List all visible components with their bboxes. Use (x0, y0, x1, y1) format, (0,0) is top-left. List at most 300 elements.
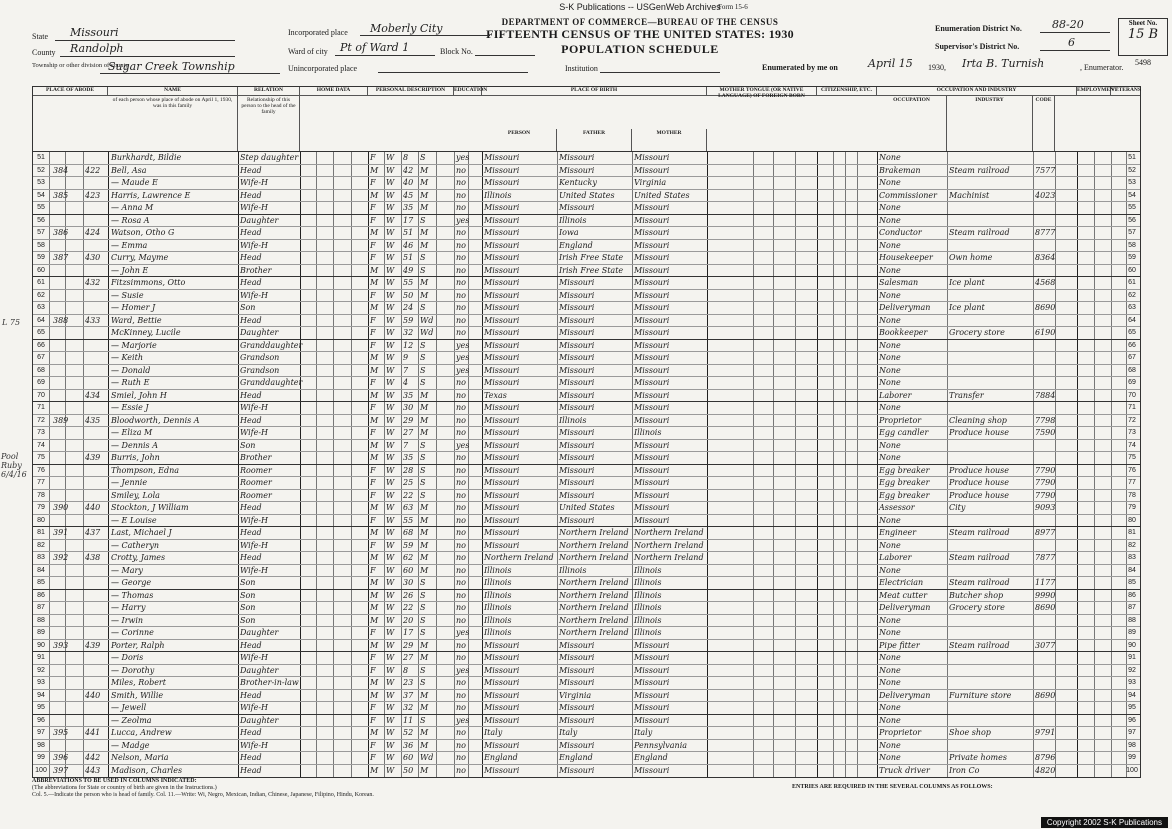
person-name: — Donald (111, 365, 151, 375)
table-row (33, 726, 1140, 738)
person-name: Stockton, J William (111, 503, 189, 512)
relationship: Wife-H (240, 290, 269, 300)
industry: Cleaning shop (949, 415, 1007, 425)
age: 60 (403, 753, 414, 762)
relationship: Wife-H (240, 740, 269, 750)
sex: M (370, 440, 379, 450)
birthplace-mother: Missouri (634, 315, 670, 325)
table-row (33, 264, 1140, 276)
sex: F (370, 178, 376, 187)
line-number-right: 70 (1128, 391, 1136, 399)
birthplace-father: Missouri (559, 478, 595, 487)
birthplace-person: Missouri (484, 428, 520, 437)
occupation-code: 8690 (1035, 690, 1056, 700)
birthplace-father: Missouri (559, 303, 595, 312)
industry: Steam railroad (949, 640, 1010, 650)
occupation: None (879, 715, 901, 725)
birthplace-mother: Northern Ireland (634, 540, 704, 550)
line-number-right: 54 (1128, 191, 1136, 199)
occupation: None (879, 178, 901, 187)
birthplace-mother: Illinois (634, 603, 662, 612)
school-attendance: no (456, 453, 466, 462)
marital-status: S (420, 578, 426, 587)
industry: Furniture store (949, 690, 1012, 700)
occupation-code: 9990 (1035, 590, 1056, 600)
marital-status: M (420, 503, 429, 512)
school-attendance: yes (456, 365, 470, 375)
person-name: — Rosa A (111, 215, 150, 225)
marital-status: S (420, 715, 426, 725)
race: W (386, 290, 395, 300)
person-name: — Thomas (111, 590, 154, 600)
birthplace-person: Missouri (484, 665, 520, 675)
occupation: Egg breaker (879, 490, 930, 500)
line-number-right: 89 (1128, 629, 1136, 636)
occupation: None (879, 153, 901, 162)
group-name: NAME (108, 87, 238, 96)
dwelling-number (53, 265, 81, 277)
line-number: 72 (37, 416, 45, 424)
industry (949, 740, 1033, 752)
relationship: Brother-in-law (240, 678, 299, 687)
occupation-code: 6190 (1035, 328, 1056, 337)
person-name: Bell, Asa (111, 165, 147, 175)
birthplace-father: Irish Free State (559, 265, 624, 275)
table-row (33, 314, 1140, 326)
line-number-right: 64 (1128, 316, 1136, 324)
birthplace-mother: Northern Ireland (634, 528, 704, 537)
family-number (85, 677, 107, 689)
table-row (33, 376, 1140, 388)
birthplace-mother: Missouri (634, 690, 670, 700)
institution-label: Institution (565, 64, 598, 73)
age: 46 (403, 240, 414, 250)
line-number: 77 (37, 479, 45, 486)
line-number-right: 61 (1128, 279, 1136, 286)
abbrev-note: (The abbreviations for State or country of birth are given in the Instructions.) (32, 785, 217, 791)
birthplace-person: Texas (484, 390, 507, 400)
group-personal: PERSONAL DESCRIPTION (368, 87, 454, 96)
family-number (85, 740, 107, 752)
birthplace-person: Missouri (484, 690, 520, 700)
birthplace-person: Missouri (484, 740, 520, 750)
dwelling-number (53, 652, 81, 664)
line-number: 59 (37, 254, 45, 261)
birthplace-mother: Missouri (634, 640, 670, 650)
dwelling-number: 391 (53, 528, 69, 537)
race: W (386, 265, 395, 275)
line-number: 93 (37, 679, 45, 686)
industry (949, 515, 1033, 527)
birthplace-mother: Missouri (634, 153, 670, 162)
sex: F (370, 540, 376, 550)
occupation: None (879, 290, 901, 300)
line-number-right: 72 (1128, 416, 1136, 424)
table-row (33, 514, 1140, 526)
line-number: 52 (37, 166, 45, 174)
person-name: Nelson, Maria (111, 753, 169, 762)
occupation-code (1035, 315, 1055, 327)
birthplace-person: Missouri (484, 178, 520, 187)
line-number-right: 73 (1128, 429, 1136, 436)
occupation-code: 8977 (1035, 528, 1056, 537)
birthplace-mother: Missouri (634, 403, 670, 412)
family-number: 443 (85, 765, 101, 775)
birthplace-father: Missouri (559, 740, 595, 750)
col-mother: MOTHER (632, 129, 707, 151)
line-number: 68 (37, 366, 45, 374)
marital-status: Wd (420, 328, 434, 337)
sex: M (370, 765, 379, 775)
line-number-right: 91 (1128, 654, 1136, 661)
birthplace-father: Missouri (559, 290, 595, 300)
birthplace-father: Northern Ireland (559, 590, 629, 600)
line-number: 53 (37, 179, 45, 186)
person-name: Last, Michael J (111, 528, 172, 537)
school-attendance: no (456, 190, 466, 200)
person-name: — Susie (111, 290, 144, 300)
school-attendance: no (456, 203, 466, 212)
age: 68 (403, 528, 414, 537)
industry (949, 627, 1033, 639)
school-attendance: yes (456, 665, 470, 675)
school-attendance: no (456, 515, 466, 525)
industry: Grocery store (949, 328, 1005, 337)
dwelling-number (53, 215, 81, 227)
dwelling-number (53, 690, 81, 702)
state-value: Missouri (70, 26, 119, 39)
race: W (386, 540, 395, 550)
occupation-code (1035, 352, 1055, 364)
marital-status: M (420, 690, 429, 700)
sex: M (370, 265, 379, 275)
line-number-right: 74 (1128, 441, 1136, 449)
line-number: 89 (37, 629, 45, 636)
table-row (33, 664, 1140, 676)
line-number: 92 (37, 666, 45, 674)
line-number-right: 100 (1126, 766, 1138, 774)
school-attendance: no (456, 740, 466, 750)
occupation: None (879, 315, 901, 325)
line-number: 74 (37, 441, 45, 449)
birthplace-father: Missouri (559, 765, 595, 775)
race: W (386, 478, 395, 487)
birthplace-mother: Missouri (634, 503, 670, 512)
age: 9 (403, 353, 409, 362)
age: 52 (403, 728, 414, 737)
school-attendance: no (456, 178, 466, 187)
relationship: Head (240, 528, 262, 537)
line-number-right: 94 (1128, 691, 1136, 699)
industry: Own home (949, 253, 993, 262)
group-veterans: VETERANS (1111, 87, 1140, 96)
relationship: Step daughter (240, 153, 299, 162)
family-number: 441 (85, 728, 101, 737)
line-number: 86 (37, 591, 45, 599)
ward-value: Pt of Ward 1 (340, 41, 410, 54)
birthplace-mother: Missouri (634, 278, 670, 287)
family-number (85, 715, 107, 727)
line-number: 69 (37, 379, 45, 386)
industry: Steam railroad (949, 228, 1010, 237)
line-number-right: 78 (1128, 491, 1136, 499)
age: 7 (403, 440, 409, 450)
birthplace-person: Missouri (484, 490, 520, 500)
school-attendance: no (456, 603, 466, 612)
family-number (85, 265, 107, 277)
table-row (33, 226, 1140, 238)
relationship: Wife-H (240, 203, 269, 212)
birthplace-father: Missouri (559, 278, 595, 287)
birthplace-father: Illinois (559, 415, 587, 425)
marital-status: M (420, 703, 429, 712)
line-number-right: 55 (1128, 204, 1136, 211)
birthplace-person: Missouri (484, 653, 520, 662)
occupation-code (1035, 340, 1055, 352)
race: W (386, 640, 395, 650)
school-attendance: no (456, 478, 466, 487)
dwelling-number (53, 327, 81, 339)
birthplace-person: Missouri (484, 640, 520, 650)
occupation: Deliveryman (879, 303, 931, 312)
group-citizenship: CITIZENSHIP, ETC. (817, 87, 877, 96)
person-name: Burris, John (111, 453, 160, 462)
age: 22 (403, 603, 414, 612)
table-row (33, 201, 1140, 213)
birthplace-mother: Missouri (634, 465, 670, 475)
dwelling-number (53, 715, 81, 727)
industry (949, 652, 1033, 664)
ward-label: Ward of city (288, 47, 328, 56)
occupation-code (1035, 677, 1055, 689)
line-number-right: 67 (1128, 354, 1136, 361)
birthplace-mother: Missouri (634, 340, 670, 350)
age: 45 (403, 190, 414, 200)
table-row (33, 339, 1140, 351)
age: 17 (403, 215, 414, 225)
occupation: None (879, 203, 901, 212)
birthplace-person: Missouri (484, 265, 520, 275)
marital-status: M (420, 190, 429, 200)
line-number-right: 93 (1128, 679, 1136, 686)
race: W (386, 578, 395, 587)
occupation-code (1035, 665, 1055, 677)
birthplace-father: Missouri (559, 315, 595, 325)
birthplace-mother: Missouri (634, 290, 670, 300)
birthplace-father: Missouri (559, 403, 595, 412)
enumerated-label: Enumerated by me on (762, 63, 838, 72)
age: 27 (403, 653, 414, 662)
dwelling-number (53, 152, 81, 164)
race: W (386, 490, 395, 500)
age: 59 (403, 540, 414, 550)
industry: City (949, 503, 966, 512)
industry (949, 715, 1033, 727)
birthplace-mother: Missouri (634, 678, 670, 687)
relationship: Head (240, 640, 262, 650)
race: W (386, 153, 395, 162)
birthplace-person: Missouri (484, 528, 520, 537)
occupation: None (879, 365, 901, 375)
marital-status: S (420, 303, 426, 312)
occupation-code: 9791 (1035, 728, 1056, 737)
supervisor-label: Supervisor's District No. (935, 42, 1020, 51)
family-number: 432 (85, 278, 101, 287)
person-name: Curry, Mayme (111, 253, 169, 262)
school-attendance: yes (456, 215, 470, 225)
birthplace-person: England (484, 753, 518, 762)
line-number: 78 (37, 491, 45, 499)
table-row (33, 151, 1140, 163)
occupation: None (879, 440, 901, 450)
margin-note-top: L 75 (2, 318, 21, 327)
age: 62 (403, 553, 414, 562)
person-name: Harris, Lawrence E (111, 190, 191, 200)
school-attendance: no (456, 378, 466, 387)
school-attendance: no (456, 678, 466, 687)
birthplace-person: Illinois (484, 628, 512, 637)
occupation-code: 8690 (1035, 303, 1056, 312)
school-attendance: no (456, 278, 466, 287)
line-number-right: 92 (1128, 666, 1136, 674)
birthplace-person: Missouri (484, 765, 520, 775)
dwelling-number: 392 (53, 553, 69, 562)
family-number (85, 402, 107, 414)
birthplace-mother: Missouri (634, 265, 670, 275)
occupation: Egg breaker (879, 465, 930, 475)
line-number: 83 (37, 554, 45, 561)
birthplace-person: Northern Ireland (484, 553, 554, 562)
school-attendance: no (456, 290, 466, 300)
relationship: Head (240, 415, 262, 425)
birthplace-father: Missouri (559, 440, 595, 450)
marital-status: S (420, 378, 426, 387)
occupation: None (879, 540, 901, 550)
occupation-code: 7798 (1035, 415, 1056, 425)
person-name: McKinney, Lucile (111, 328, 181, 337)
col-note: Col. 5.—Indicate the person who is head of family. Col. 11.—Write: Wi, Negro, Mexican, Indian, Chinese, Japanese, Filipino, Hindu, Korean. (32, 792, 374, 798)
birthplace-person: Missouri (484, 440, 520, 450)
race: W (386, 165, 395, 175)
family-number (85, 202, 107, 214)
incorporated-value: Moberly City (370, 22, 443, 35)
dwelling-number (53, 740, 81, 752)
marital-status: S (420, 465, 426, 475)
age: 17 (403, 628, 414, 637)
school-attendance: no (456, 728, 466, 737)
dwelling-number (53, 340, 81, 352)
school-attendance: no (456, 565, 466, 575)
relationship: Wife-H (240, 565, 269, 575)
occupation: Housekeeper (879, 253, 933, 262)
line-number-right: 63 (1128, 304, 1136, 311)
dwelling-number (53, 565, 81, 577)
industry (949, 177, 1033, 189)
relationship: Roomer (240, 465, 272, 475)
age: 49 (403, 265, 414, 275)
line-number: 99 (37, 754, 45, 761)
dwelling-number (53, 365, 81, 377)
table-row (33, 589, 1140, 601)
occupation-code: 7577 (1035, 165, 1056, 175)
family-number (85, 302, 107, 314)
age: 11 (403, 715, 414, 725)
occupation: None (879, 240, 901, 250)
family-number: 434 (85, 390, 101, 400)
family-number (85, 427, 107, 439)
birthplace-person: Missouri (484, 678, 520, 687)
birthplace-father: Missouri (559, 165, 595, 175)
col-name-desc: of each person whose place of abode on April 1, 1930, was in this family (108, 96, 238, 151)
sex: F (370, 315, 376, 325)
sex: F (370, 465, 376, 475)
marital-status: M (420, 740, 429, 750)
stamp-number: 5498 (1135, 58, 1151, 67)
occupation: Egg breaker (879, 478, 930, 487)
birthplace-father: Iowa (559, 228, 579, 237)
relationship: Wife-H (240, 403, 269, 412)
birthplace-father: Missouri (559, 328, 595, 337)
line-number-right: 77 (1128, 479, 1136, 486)
marital-status: M (420, 653, 429, 662)
person-name: Madison, Charles (111, 765, 183, 775)
line-number: 57 (37, 229, 45, 236)
marital-status: S (420, 678, 426, 687)
industry (949, 365, 1033, 377)
age: 25 (403, 478, 414, 487)
line-number: 62 (37, 291, 45, 299)
sex: M (370, 528, 379, 537)
birthplace-person: Missouri (484, 515, 520, 525)
family-number (85, 327, 107, 339)
dwelling-number (53, 540, 81, 552)
occupation: Deliveryman (879, 603, 931, 612)
line-number: 97 (37, 729, 45, 736)
school-attendance: no (456, 228, 466, 237)
race: W (386, 653, 395, 662)
dwelling-number: 388 (53, 315, 69, 325)
person-name: — Maude E (111, 178, 158, 187)
relationship: Wife-H (240, 703, 269, 712)
marital-status: M (420, 553, 429, 562)
dwelling-number: 385 (53, 190, 69, 200)
col-occupation: OCCUPATION (877, 96, 947, 151)
occupation-code: 7590 (1035, 428, 1056, 437)
sex: F (370, 703, 376, 712)
family-number: 440 (85, 690, 101, 700)
enumerator-label: , Enumerator. (1080, 63, 1124, 72)
birthplace-father: England (559, 753, 593, 762)
table-row (33, 651, 1140, 663)
sex: F (370, 428, 376, 437)
line-number-right: 76 (1128, 466, 1136, 474)
sex: M (370, 640, 379, 650)
occupation: None (879, 628, 901, 637)
race: W (386, 715, 395, 725)
dwelling-number: 389 (53, 415, 69, 425)
line-number-right: 88 (1128, 616, 1136, 624)
school-attendance: yes (456, 153, 470, 162)
occupation-code (1035, 715, 1055, 727)
relationship: Son (240, 578, 256, 587)
industry: Produce house (949, 490, 1010, 500)
dwelling-number (53, 377, 81, 389)
dwelling-number (53, 202, 81, 214)
family-number (85, 665, 107, 677)
school-attendance: no (456, 640, 466, 650)
person-name: — Eliza M (111, 428, 153, 437)
person-name: Smiel, John H (111, 390, 167, 400)
